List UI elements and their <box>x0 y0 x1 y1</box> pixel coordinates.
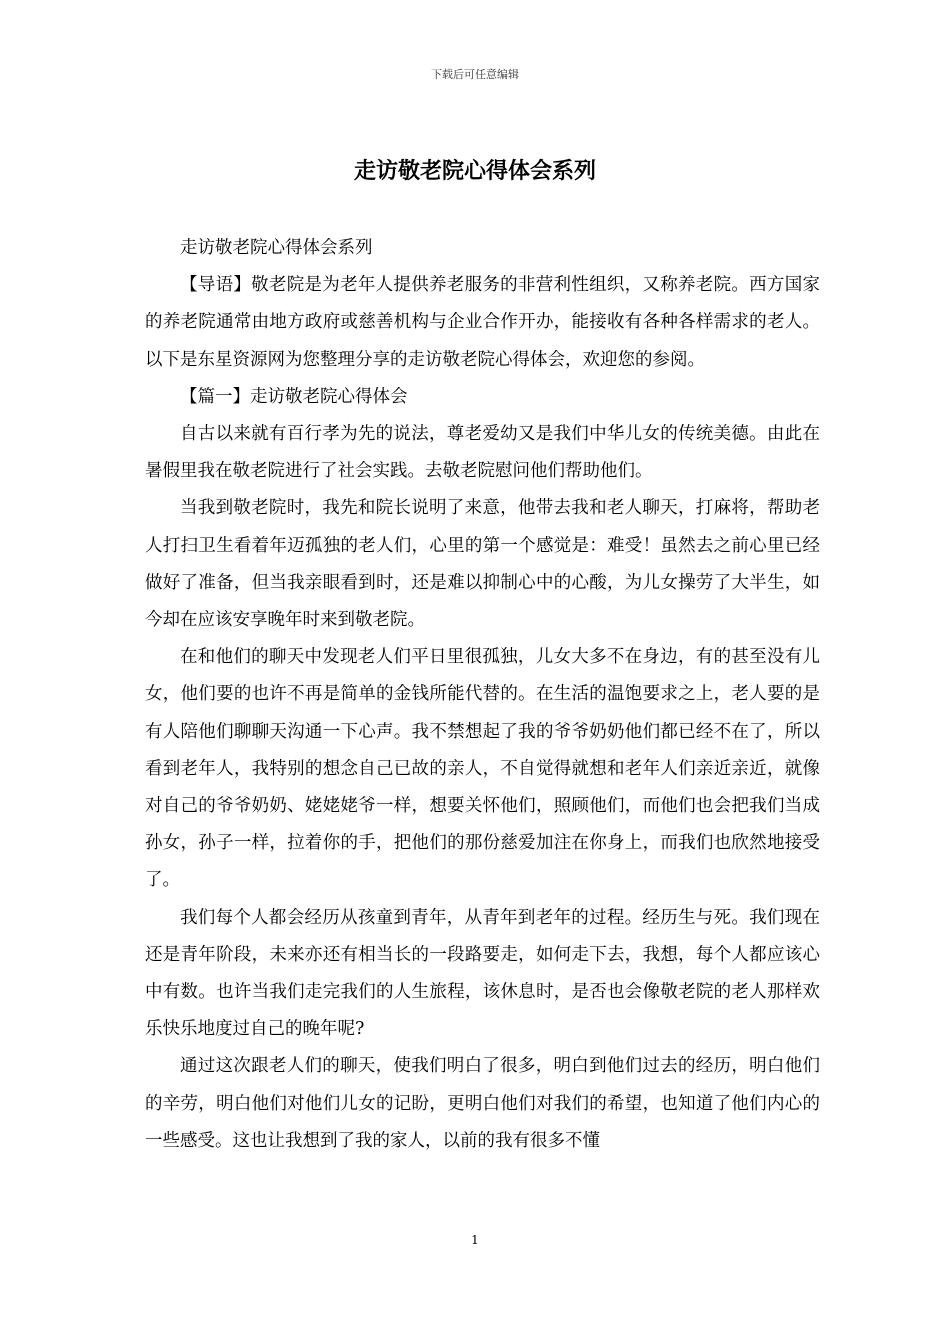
paragraph-subtitle: 走访敬老院心得体会系列 <box>180 238 373 258</box>
paragraph: 当我到敬老院时，我先和院长说明了来意，他带去我和老人聊天，打麻将，帮助老人打扫卫生看着年迈孤独的老人们，心里的第一个感觉是：难受！虽然去之前心里已经做好了准备，但当我亲眼看到时，还是难以抑制心中的心酸，为儿女操劳了大半生，如今却在应该安享晚年时来到敬老院。 <box>145 498 820 631</box>
paragraph: 在和他们的聊天中发现老人们平日里很孤独，儿女大多不在身边，有的甚至没有儿女，他们要的也许不再是简单的金钱所能代替的。在生活的温饱要求之上，老人要的是有人陪他们聊聊天沟通一下心声。我不禁想起了我的爷爷奶奶他们都已经不在了，所以看到老年人，我特别的想念自己已故的亲人，不自觉得就想和老年人们亲近亲近，就像对自己的爷爷奶奶、姥姥姥爷一样，想要关怀他们，照顾他们，而他们也会把我们当成孙女，孙子一样，拉着你的手，把他们的那份慈爱加注在你身上，而我们也欣然地接受了。 <box>145 647 820 891</box>
page-number: 1 <box>471 1233 479 1247</box>
paragraph: 我们每个人都会经历从孩童到青年，从青年到老年的过程。经历生与死。我们现在还是青年阶段，未来亦还有相当长的一段路要走，如何走下去，我想，每个人都应该心中有数。也许当我们走完我们的人生旅程，该休息时，是否也会像敬老院的老人那样欢乐快乐地度过自己的晚年呢? <box>145 907 820 1040</box>
header-note: 下载后可任意编辑 <box>431 68 519 81</box>
paragraph: 自古以来就有百行孝为先的说法，尊老爱幼又是我们中华儿女的传统美德。由此在暑假里我在敬老院进行了社会实践。去敬老院慰问他们帮助他们。 <box>145 424 820 482</box>
document-body <box>145 230 820 1160</box>
paragraph-section-heading: 【篇一】走访敬老院心得体会 <box>180 386 408 407</box>
paragraph-intro: 【导语】敬老院是为老年人提供养老服务的非营利性组织，又称养老院。西方国家的养老院通常由地方政府或慈善机构与企业合作开办，能接收有各种各样需求的老人。以下是东星资源网为您整理分享的走访敬老院心得体会，欢迎您的参阅。 <box>145 275 820 370</box>
document-title: 走访敬老院心得体会系列 <box>353 158 596 184</box>
paragraph: 通过这次跟老人们的聊天，使我们明白了很多，明白到他们过去的经历，明白他们的辛劳，明白他们对他们儿女的记盼，更明白他们对我们的希望，也知道了他们内心的一些感受。这也让我想到了我的家人，以前的我有很多不懂 <box>145 1056 820 1151</box>
